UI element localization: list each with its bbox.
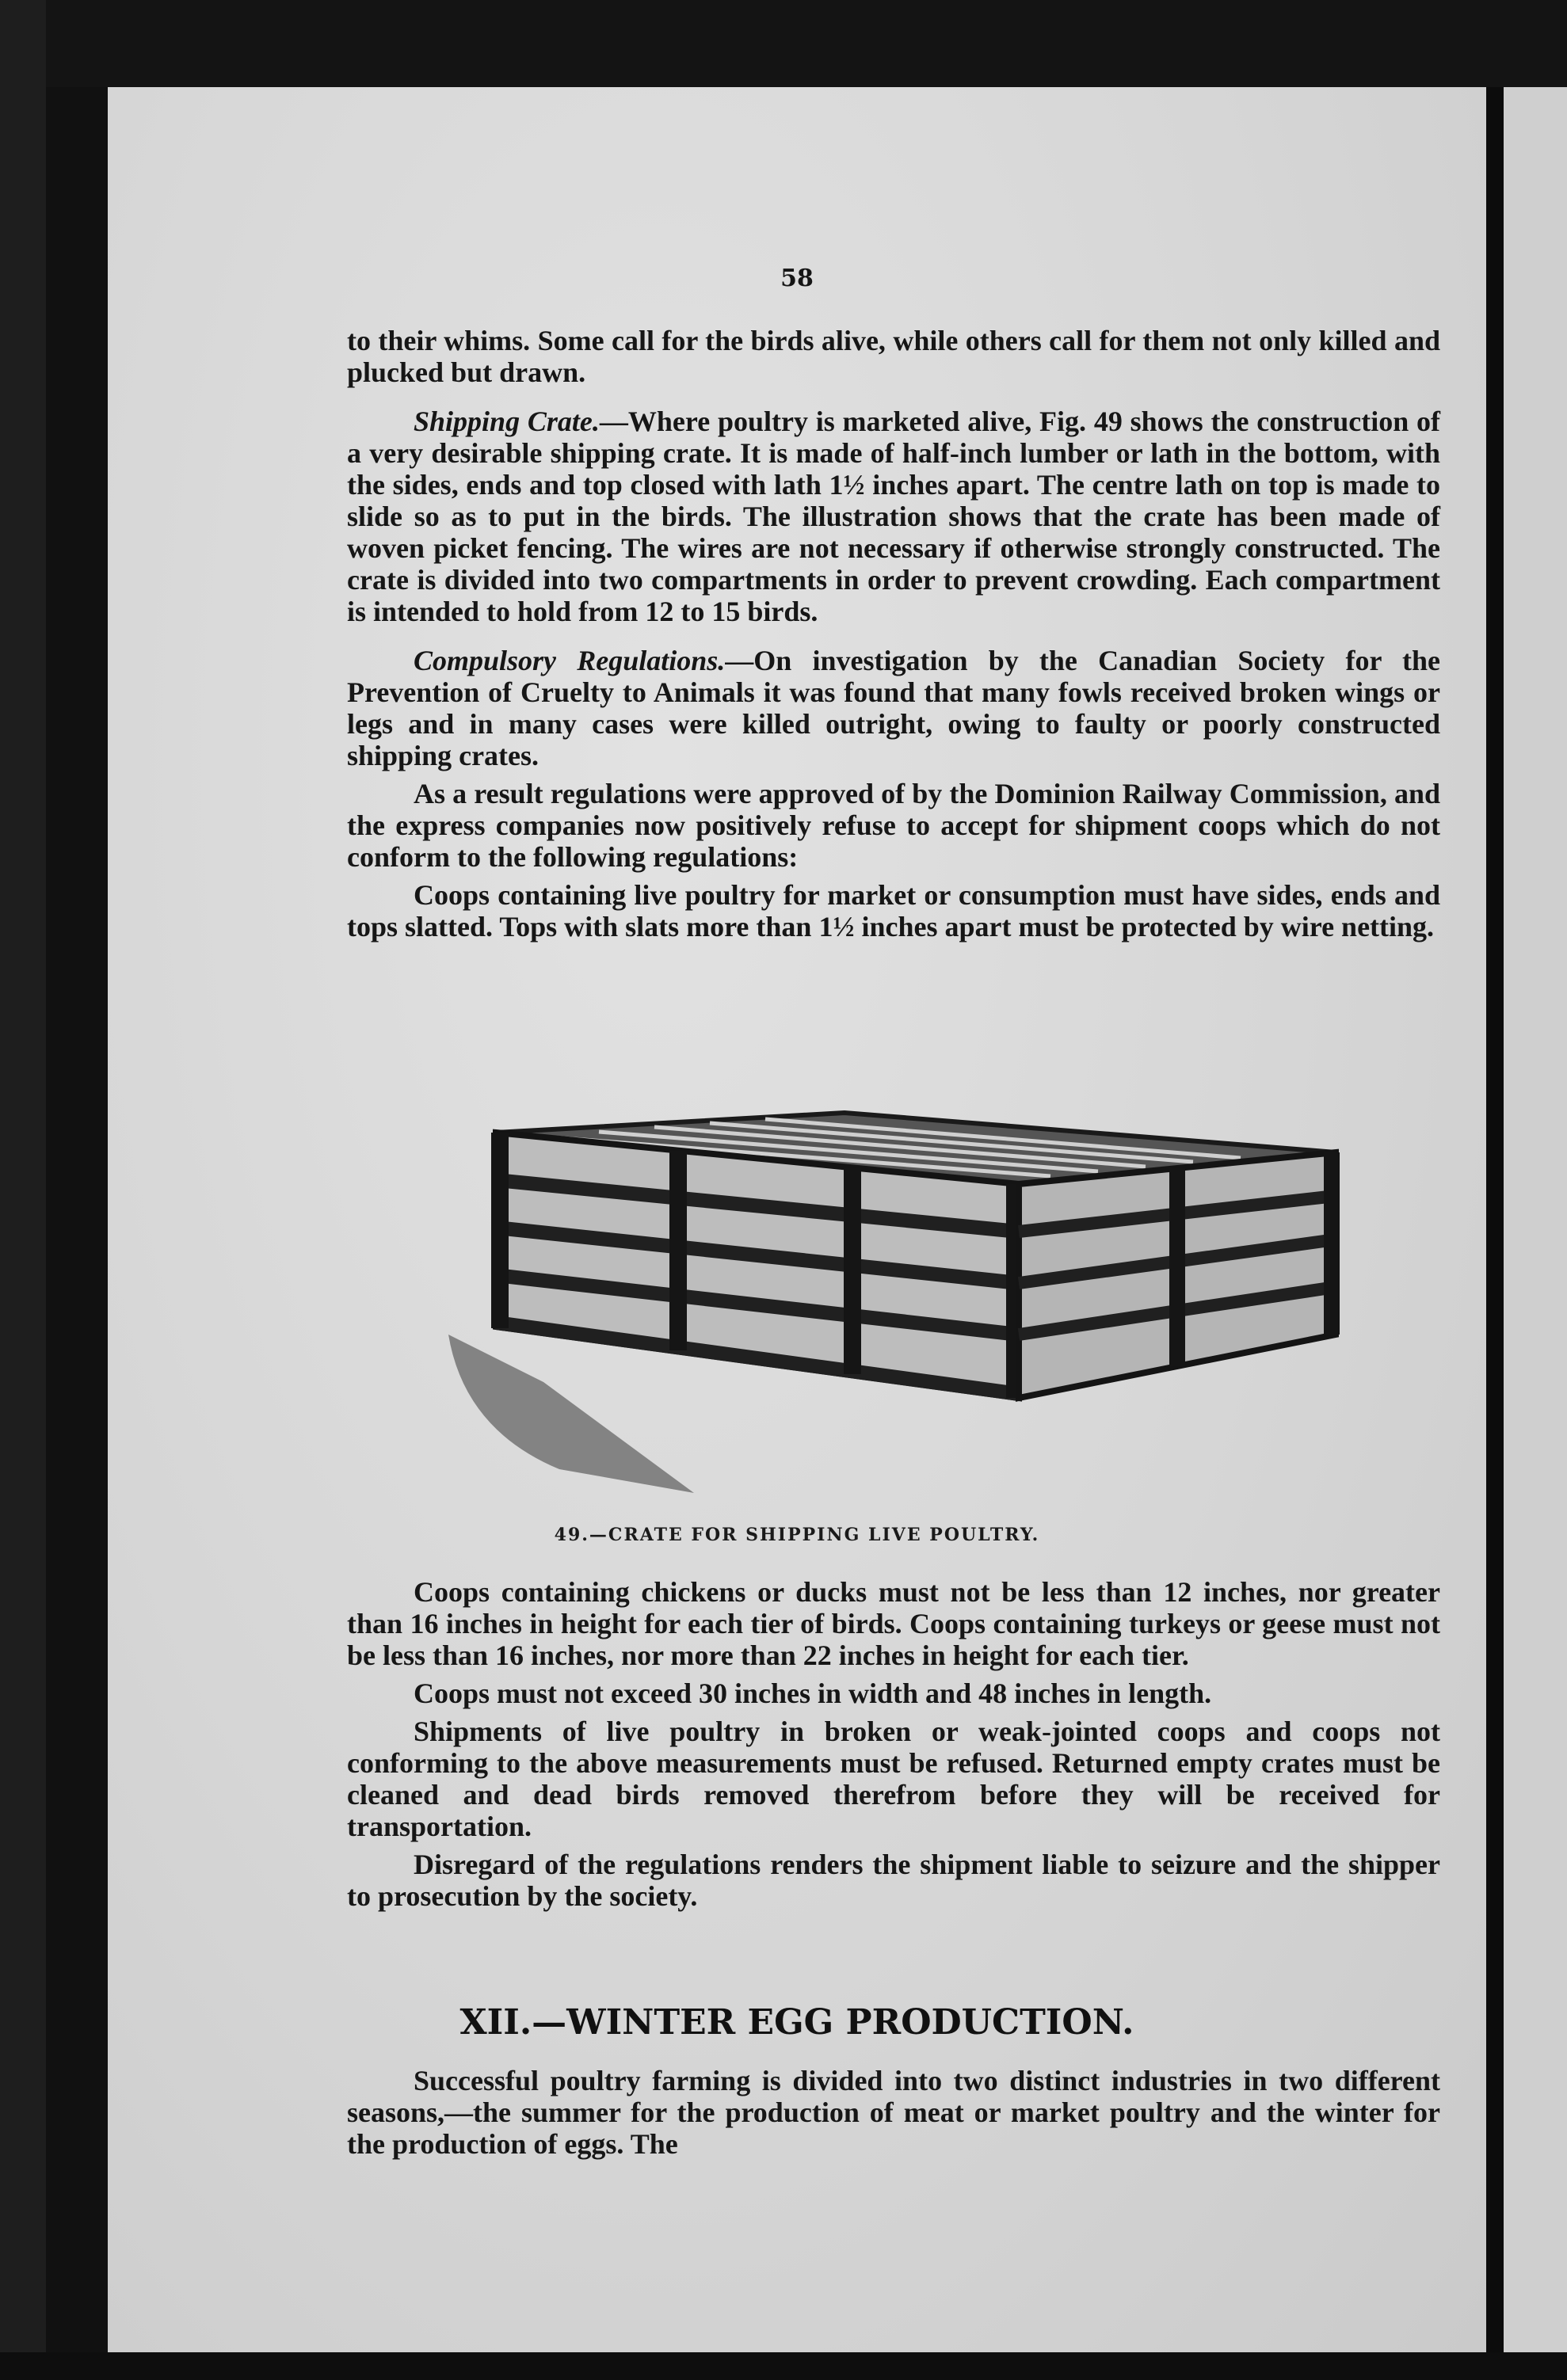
paragraph-shipments: Shipments of live poultry in broken or weak-jointed coops and coops not conforming to the above measurements must be refused. Returned empty crates must be cleaned and dead birds removed therefrom before they will be received for transportation. xyxy=(347,1716,1440,1842)
page-number: 58 xyxy=(780,265,814,292)
scan-left-border xyxy=(0,0,46,2380)
crate-drawing xyxy=(448,1097,1359,1509)
section-heading: XII.—WINTER EGG PRODUCTION. xyxy=(459,2002,1134,2043)
adjacent-page-edge xyxy=(1504,87,1567,2352)
paragraph-intro: to their whims. Some call for the birds alive, while others call for them not only killed and plucked but drawn. xyxy=(347,325,1440,388)
shipping-crate-lead: Shipping Crate. xyxy=(414,406,600,437)
paragraph-coops-width: Coops must not exceed 30 inches in width and 48 inches in length. xyxy=(414,1677,1212,1709)
book-gutter xyxy=(1486,87,1504,2352)
body-text-lower xyxy=(347,2065,1440,2160)
book-page xyxy=(108,87,1486,2352)
paragraph-disregard: Disregard of the regulations renders the shipment liable to seizure and the shipper to prosecution by the society. xyxy=(347,1849,1440,1912)
regulations-text: —On investigation by the Canadian Society for the Prevention of Cruelty to Animals it was found that many fowls received broken wings or legs and in many cases were killed outright, owing to faulty or poorly constructed shipping crates. xyxy=(347,645,1440,771)
body-text-middle xyxy=(347,1576,1440,1918)
paragraph-coops-height: Coops containing chickens or ducks must not be less than 12 inches, nor greater than 16 inches in height for each tier of birds. Coops containing turkeys or geese must not be less than 16 inches, nor more than 22 inches in height for each tier. xyxy=(347,1576,1440,1671)
paragraph-shipping-crate xyxy=(347,406,1440,627)
paragraph-coops-sides: Coops containing live poultry for market or consumption must have sides, ends and tops slatted. Tops with slats more than 1½ inches apart must be protected by wire netting. xyxy=(347,879,1440,942)
regulations-lead: Compulsory Regulations. xyxy=(414,645,726,676)
crate-illustration xyxy=(448,1097,1359,1509)
shipping-crate-text: —Where poultry is marketed alive, Fig. 49 shows the construction of a very desirable shipping crate. It is made of half-inch lumber or lath in the bottom, with the sides, ends and top closed with lath 1½ inches apart. The centre lath on top is made to slide so as to put in the birds. The illustration shows that the crate has been made of woven picket fencing. The wires are not necessary if otherwise strongly constructed. The crate is divided into two compartments in order to prevent crowding. Each compartment is intended to hold from 12 to 15 birds. xyxy=(347,406,1440,627)
paragraph-result: As a result regulations were approved of by the Dominion Railway Commission, and the express companies now positively refuse to accept for shipment coops which do not conform to the following regulations: xyxy=(347,778,1440,873)
paragraph-winter: Successful poultry farming is divided into two distinct industries in two different seasons,—the summer for the production of meat or market poultry and the winter for the production of eggs. The xyxy=(347,2065,1440,2160)
figure-caption: 49.—CRATE FOR SHIPPING LIVE POULTRY. xyxy=(554,1525,1040,1545)
scan-top-border xyxy=(0,0,1567,87)
scan-bottom-border xyxy=(0,2352,1567,2380)
body-text-upper xyxy=(347,325,1440,949)
paragraph-compulsory-regulations xyxy=(347,645,1440,771)
